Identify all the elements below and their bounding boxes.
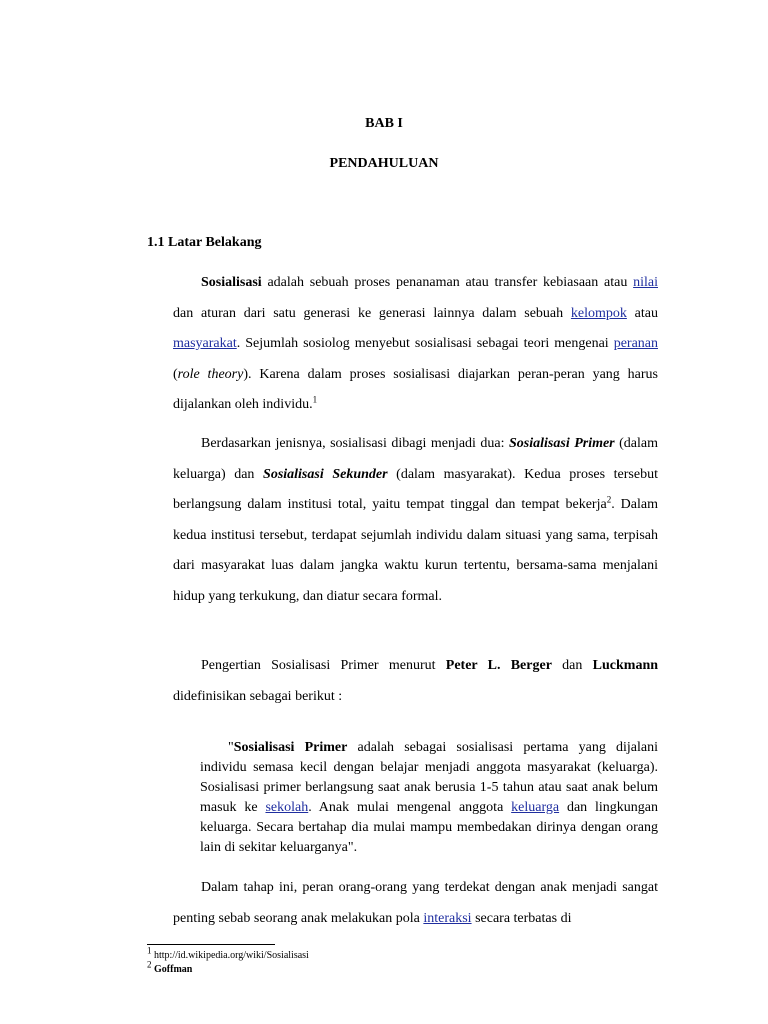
- author-berger: Peter L. Berger: [445, 658, 552, 673]
- term-sosialisasi-primer: Sosialisasi Primer: [509, 436, 615, 451]
- role-theory-term: role theory: [177, 366, 244, 382]
- footnote-ref-2[interactable]: 2: [606, 494, 612, 505]
- footnote-1-url[interactable]: http://id.wikipedia.org/wiki/Sosialisasi: [151, 950, 309, 961]
- paragraph-3: Pengertian Sosialisasi Primer menurut Peter L. Berger dan Luckmann didefinisikan sebagai berikut :: [173, 658, 659, 704]
- term-sosialisasi: Sosialisasi: [201, 275, 262, 290]
- section-heading: 1.1 Latar Belakang: [147, 235, 262, 250]
- paragraph-1: Sosialisasi adalah sebuah proses penanaman atau transfer kebiasaan atau nilai dan aturan dari satu generasi ke generasi lainnya dalam sebuah kelompok atau masyarakat. Sejumlah sosiolog menyebut sosialisasi sebagai teori mengenai peranan (role theory). Karena dalam proses sosialisasi diajarkan peran-peran yang harus dijalankan oleh individu.$^1$: [173, 275, 658, 412]
- quote-term: Sosialisasi Primer: [233, 740, 348, 755]
- link-nilai[interactable]: nilai: [633, 275, 658, 290]
- footnote-2: $^2$ Goffman: [147, 959, 193, 975]
- paragraph-4: Dalam tahap ini, peran orang-orang yang terdekat dengan anak menjadi sangat penting sebab seorang anak melakukan pola interaksi secara terbatas di: [173, 880, 658, 926]
- link-peranan[interactable]: peranan: [613, 336, 658, 351]
- link-sekolah[interactable]: sekolah: [265, 800, 309, 815]
- term-sosialisasi-sekunder: Sosialisasi Sekunder: [263, 466, 388, 482]
- chapter-number: BAB I: [365, 116, 403, 131]
- footnote-1: $^1$ http://id.wikipedia.org/wiki/Sosialisasi: [147, 945, 309, 961]
- footnote-ref-1[interactable]: 1: [312, 394, 318, 405]
- block-quote: "Sosialisasi Primer adalah sebagai sosialisasi pertama yang dijalani individu semasa kecil dengan belajar menjadi anggota masyarakat (keluarga). Sosialisasi primer berlangsung saat anak berusia 1-5 tahun atau saat anak belum masuk ke sekolah. Anak mulai mengenal anggota keluarga dan lingkungan keluarga. Secara bertahap dia mulai mampu membedakan dirinya dengan orang lain di sekitar keluarganya".: [200, 740, 659, 855]
- paragraph-2: Berdasarkan jenisnya, sosialisasi dibagi menjadi dua: Sosialisasi Primer (dalam keluarga) dan Sosialisasi Sekunder (dalam masyarakat). Kedua proses tersebut berlangsung dalam institusi total, yaitu tempat tinggal dan tempat bekerja$^2$. Dalam kedua institusi tersebut, terdapat sejumlah individu dalam situasi yang sama, terpisah dari masyarakat luas dalam jangka waktu kurun tertentu, bersama-sama menjalani hidup yang terkukung, dan diatur secara formal.: [173, 436, 658, 604]
- link-masyarakat[interactable]: masyarakat: [173, 336, 237, 351]
- author-luckmann: Luckmann: [592, 658, 659, 673]
- link-keluarga[interactable]: keluarga: [511, 800, 560, 815]
- footnote-2-text: Goffman: [151, 964, 193, 975]
- link-interaksi[interactable]: interaksi: [423, 910, 472, 926]
- link-kelompok[interactable]: kelompok: [570, 305, 627, 321]
- footnote-divider: [147, 944, 275, 945]
- chapter-title: PENDAHULUAN: [329, 156, 439, 171]
